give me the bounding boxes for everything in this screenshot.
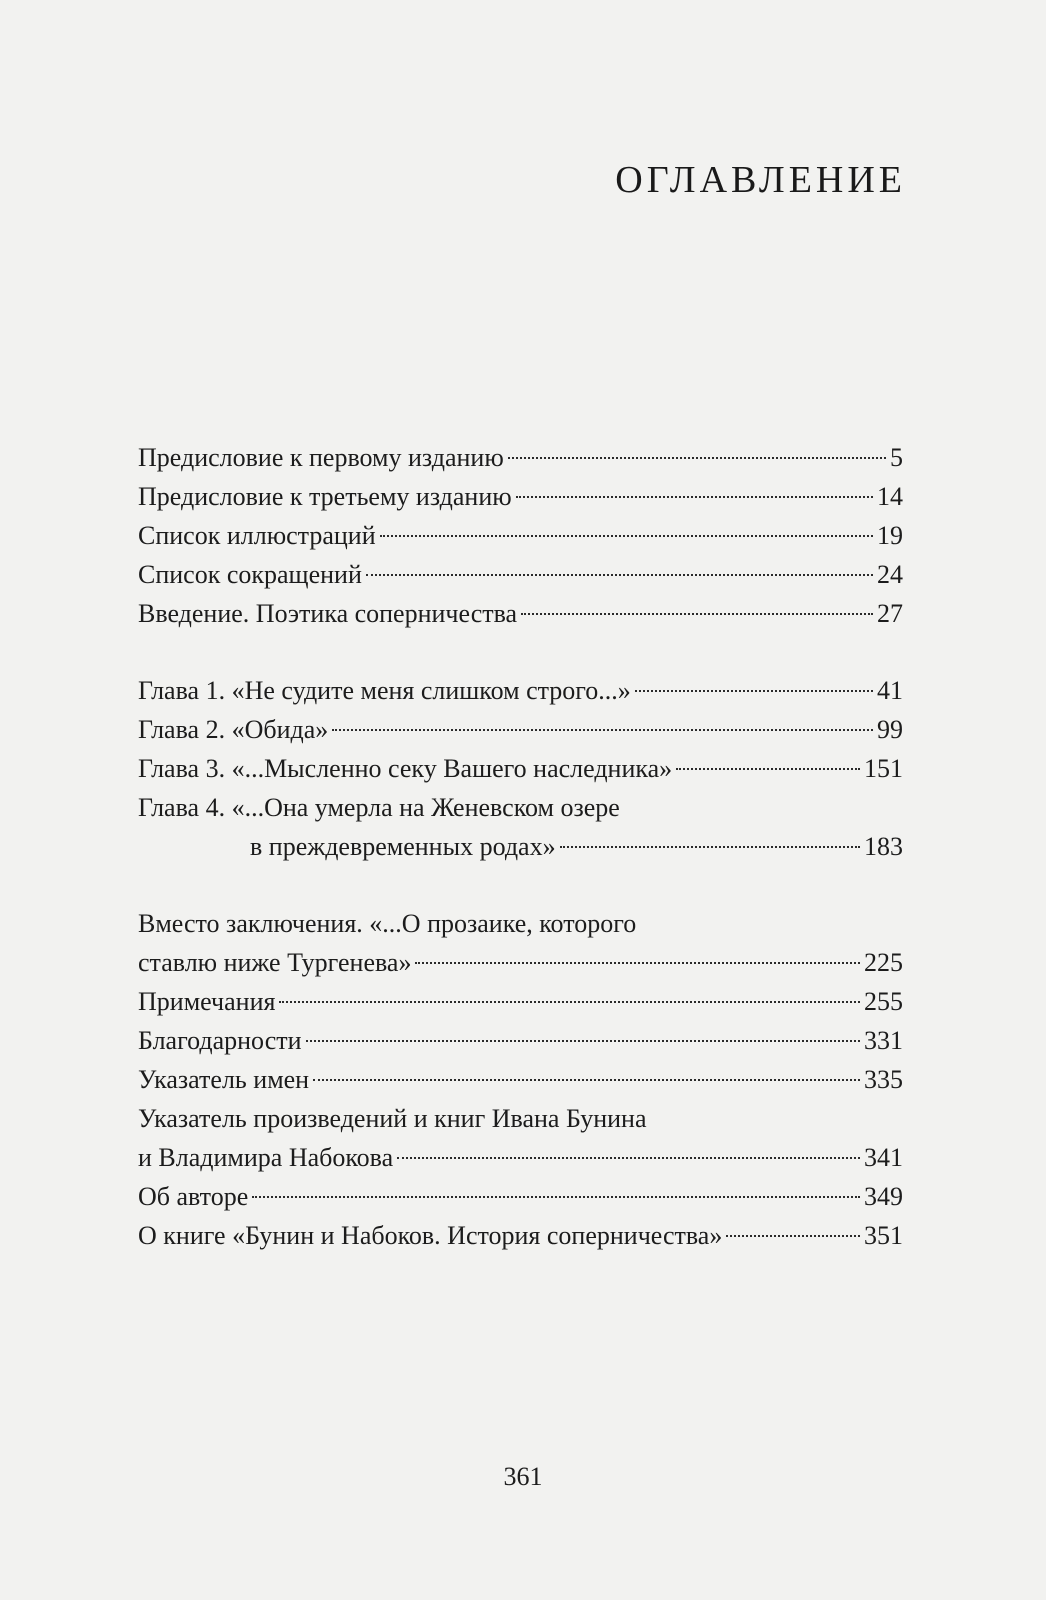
toc-entry[interactable]: [138, 1216, 903, 1255]
toc-entry-title: Список сокращений: [138, 560, 362, 589]
dot-leader: [521, 613, 873, 615]
page-number: 361: [503, 1462, 543, 1491]
toc-entry[interactable]: [138, 904, 903, 982]
table-of-contents: [138, 438, 903, 1255]
dot-leader: [252, 1196, 860, 1198]
toc-entry[interactable]: [138, 438, 903, 477]
toc-entry-title: в преждевременных родах»: [250, 832, 556, 861]
toc-entry[interactable]: [138, 1099, 903, 1177]
dot-leader: [415, 962, 860, 964]
dot-leader: [635, 690, 873, 692]
toc-group: [138, 438, 903, 633]
toc-entry-title: Указатель имен: [138, 1065, 310, 1094]
dot-leader: [306, 1040, 860, 1042]
toc-entry-page: 27: [877, 599, 903, 628]
toc-entry-page: 331: [864, 1026, 903, 1055]
toc-entry-title: Об авторе: [138, 1182, 249, 1211]
toc-entry-title: О книге «Бунин и Набоков. История соперничества»: [138, 1221, 723, 1250]
toc-entry-title: Глава 2. «Обида»: [138, 715, 329, 744]
toc-entry[interactable]: [138, 516, 903, 555]
dot-leader: [397, 1157, 860, 1159]
toc-entry-page: 335: [864, 1065, 903, 1094]
toc-entry[interactable]: [138, 1021, 903, 1060]
toc-entry[interactable]: [138, 710, 903, 749]
toc-entry-title: Предисловие к первому изданию: [138, 443, 504, 472]
dot-leader: [726, 1235, 860, 1237]
toc-entry-title: Глава 1. «Не судите меня слишком строго...»: [138, 676, 631, 705]
toc-entry-title: Вместо заключения. «...О прозаике, которого: [138, 909, 637, 938]
toc-entry-title: Введение. Поэтика соперничества: [138, 599, 518, 628]
dot-leader: [508, 457, 886, 459]
toc-entry[interactable]: [138, 1177, 903, 1216]
dot-leader: [366, 574, 873, 576]
toc-entry-title: Список иллюстраций: [138, 521, 376, 550]
toc-entry-page: 5: [890, 443, 903, 472]
dot-leader: [313, 1079, 860, 1081]
toc-entry-title: Глава 3. «...Мысленно секу Вашего наследника»: [138, 754, 673, 783]
toc-entry-page: 349: [864, 1182, 903, 1211]
toc-entry-page: 151: [864, 754, 903, 783]
toc-entry[interactable]: [138, 788, 903, 866]
toc-entry[interactable]: [138, 749, 903, 788]
toc-entry[interactable]: [138, 594, 903, 633]
toc-entry-page: 183: [864, 832, 903, 861]
toc-entry[interactable]: [138, 671, 903, 710]
dot-leader: [380, 535, 873, 537]
toc-group: [138, 671, 903, 866]
toc-entry-page: 19: [877, 521, 903, 550]
toc-entry-title: Примечания: [138, 987, 276, 1016]
toc-entry-title: Предисловие к третьему изданию: [138, 482, 512, 511]
dot-leader: [516, 496, 873, 498]
toc-entry[interactable]: [138, 555, 903, 594]
toc-entry-title: Указатель произведений и книг Ивана Бунина: [138, 1104, 647, 1133]
dot-leader: [279, 1001, 860, 1003]
toc-entry-title: ставлю ниже Тургенева»: [138, 948, 412, 977]
toc-entry-page: 41: [877, 676, 903, 705]
toc-entry[interactable]: [138, 477, 903, 516]
page-title: ОГЛАВЛЕНИЕ: [615, 159, 906, 201]
toc-entry[interactable]: [138, 982, 903, 1021]
toc-group: [138, 904, 903, 1255]
toc-entry-page: 14: [877, 482, 903, 511]
toc-entry-title: и Владимира Набокова: [138, 1143, 394, 1172]
toc-entry-page: 255: [864, 987, 903, 1016]
toc-entry-page: 99: [877, 715, 903, 744]
dot-leader: [332, 729, 873, 731]
toc-entry-page: 351: [864, 1221, 903, 1250]
dot-leader: [676, 768, 860, 770]
toc-entry-title: Глава 4. «...Она умерла на Женевском озере: [138, 793, 620, 822]
toc-entry-page: 24: [877, 560, 903, 589]
toc-entry[interactable]: [138, 1060, 903, 1099]
dot-leader: [560, 846, 860, 848]
toc-entry-title: Благодарности: [138, 1026, 302, 1055]
toc-entry-page: 341: [864, 1143, 903, 1172]
toc-entry-page: 225: [864, 948, 903, 977]
